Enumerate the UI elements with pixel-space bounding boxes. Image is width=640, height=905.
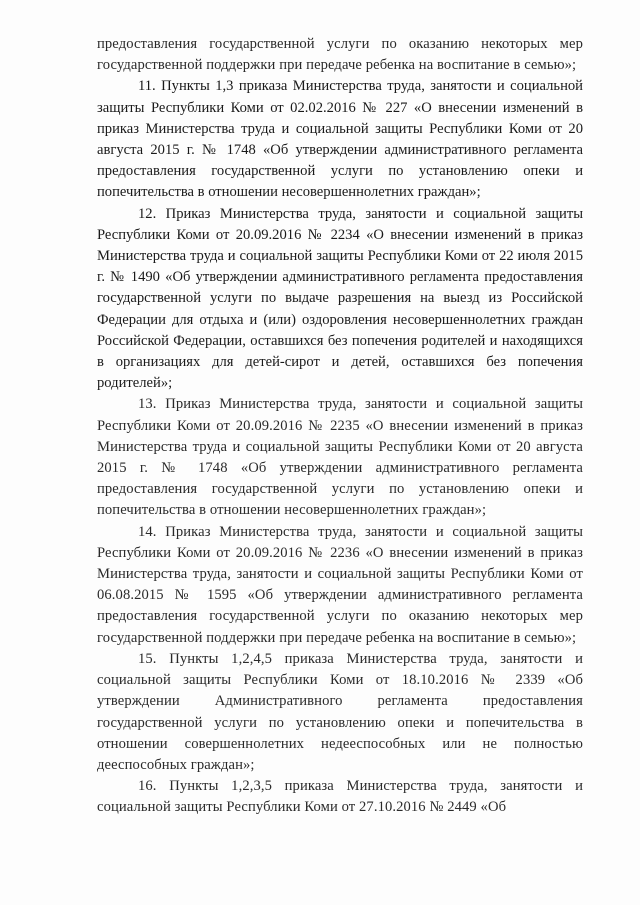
paragraph-item-15: 15. Пункты 1,2,4,5 приказа Министерства труда, занятости и социальной защиты Республики Коми от 18.10.2016 № 2339 «Об утверждении Административного регламента предоставления государственной услуги по установлению опеки и попечительства в отношении совершеннолетних недееспособных или не полностью дееспособных граждан»;: [97, 650, 583, 773]
paragraph-continuation: предоставления государственной услуги по оказанию некоторых мер государственной поддержки при передаче ребенка на воспитание в семью»;: [97, 36, 583, 74]
paragraph-item-13: 13. Приказ Министерства труда, занятости и социальной защиты Республики Коми от 20.09.2016 № 2235 «О внесении изменений в приказ Министерства труда и социальной защиты Республики Коми от 20 августа 2015 г. № 1748 «Об утверждении административного регламента предоставления государственной услуги по установлению опеки и попечительства в отношении несовершеннолетних граждан»;: [97, 396, 583, 519]
paragraph-item-16: 16. Пункты 1,2,3,5 приказа Министерства труда, занятости и социальной защиты Республики Коми от 27.10.2016 № 2449 «Об: [97, 778, 583, 816]
document-body: [97, 34, 583, 819]
paragraph-item-14: 14. Приказ Министерства труда, занятости и социальной защиты Республики Коми от 20.09.2016 № 2236 «О внесении изменений в приказ Министерства труда, занятости и социальной защиты Республики Коми от 06.08.2015 № 1595 «Об утверждении административного регламента предоставления государственной услуги по оказанию некоторых мер государственной поддержки при передаче ребенка на воспитание в семью»;: [97, 523, 583, 646]
paragraph-item-11: 11. Пункты 1,3 приказа Министерства труда, занятости и социальной защиты Республики Коми от 02.02.2016 № 227 «О внесении изменений в приказ Министерства труда и социальной защиты Республики Коми от 20 августа 2015 г. № 1748 «Об утверждении административного регламента предоставления государственной услуги по установлению опеки и попечительства в отношении несовершеннолетних граждан»;: [97, 78, 583, 201]
paragraph-item-12: 12. Приказ Министерства труда, занятости и социальной защиты Республики Коми от 20.09.2016 № 2234 «О внесении изменений в приказ Министерства труда и социальной защиты Республики Коми от 22 июля 2015 г. № 1490 «Об утверждении административного регламента предоставления государственной услуги по выдаче разрешения на выезд из Российской Федерации для отдыха и (или) оздоровления несовершеннолетних граждан Российской Федерации, оставшихся без попечения родителей и находящихся в организациях для детей-сирот и детей, оставшихся без попечения родителей»;: [97, 205, 583, 392]
